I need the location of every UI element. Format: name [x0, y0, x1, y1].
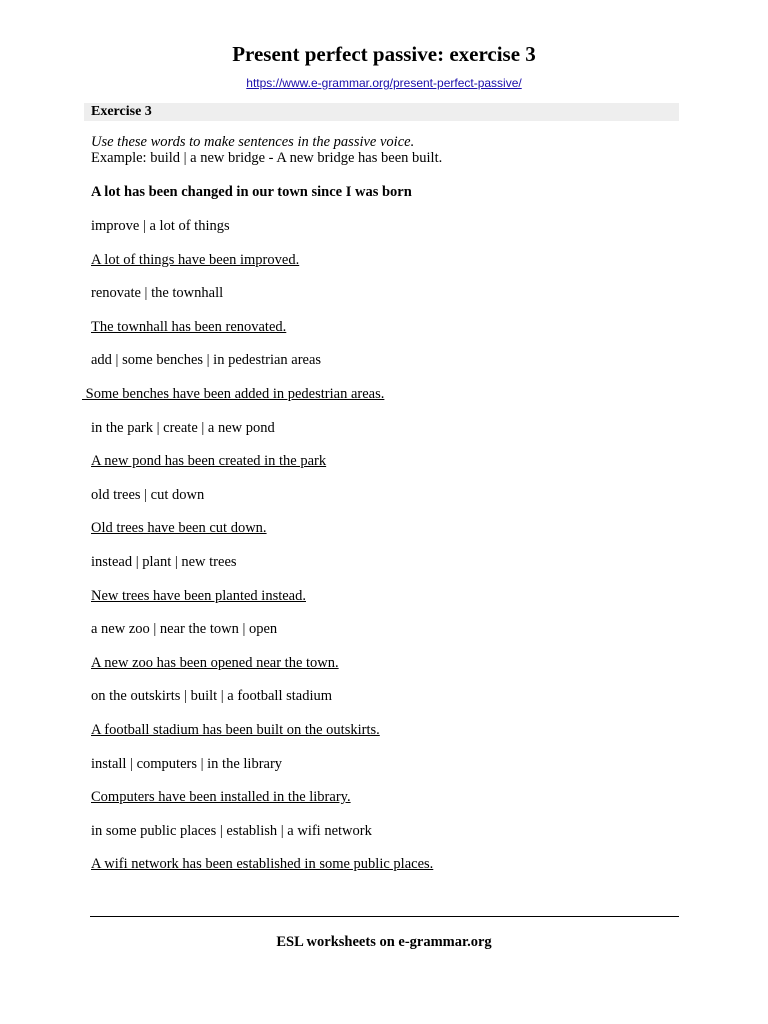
- item-prompt: instead | plant | new trees: [91, 553, 237, 570]
- item-prompt: in some public places | establish | a wifi network: [91, 822, 372, 839]
- item-answer: A football stadium has been built on the outskirts.: [91, 721, 380, 738]
- footer-text: ESL worksheets on e-grammar.org: [276, 934, 492, 950]
- item-answer: A wifi network has been established in some public places.: [91, 856, 434, 873]
- source-link-line: [0, 75, 768, 91]
- footer-divider: [90, 916, 679, 917]
- item-answer: New trees have been planted instead.: [91, 587, 306, 604]
- instructions: Use these words to make sentences in the passive voice.: [91, 134, 415, 150]
- item-answer: Computers have been installed in the library.: [91, 789, 351, 806]
- item-prompt: old trees | cut down: [91, 486, 205, 503]
- source-link[interactable]: https://www.e-grammar.org/present-perfect-passive/: [246, 76, 522, 90]
- item-prompt: in the park | create | a new pond: [91, 419, 275, 436]
- item-answer: Old trees have been cut down.: [91, 520, 267, 537]
- exercise-items: [82, 210, 681, 882]
- item-prompt: add | some benches | in pedestrian areas: [91, 352, 322, 369]
- item-prompt: improve | a lot of things: [91, 218, 230, 234]
- page-title: Present perfect passive: exercise 3: [232, 42, 536, 66]
- item-prompt: install | computers | in the library: [91, 755, 283, 772]
- item-prompt: on the outskirts | built | a football stadium: [91, 688, 333, 705]
- item-answer: A lot of things have been improved.: [91, 251, 300, 268]
- item-prompt: a new zoo | near the town | open: [91, 621, 278, 638]
- item-answer: A new pond has been created in the park: [91, 453, 327, 470]
- item-answer: The townhall has been renovated.: [91, 318, 287, 335]
- item-answer: Some benches have been added in pedestrian areas.: [82, 385, 385, 402]
- item-prompt: renovate | the townhall: [91, 285, 224, 302]
- exercise-heading: Exercise 3: [84, 103, 679, 121]
- example-sentence: Example: build | a new bridge - A new bridge has been built.: [91, 150, 443, 166]
- exercise-topic: A lot has been changed in our town since I was born: [91, 184, 412, 200]
- item-answer: A new zoo has been opened near the town.: [91, 654, 339, 671]
